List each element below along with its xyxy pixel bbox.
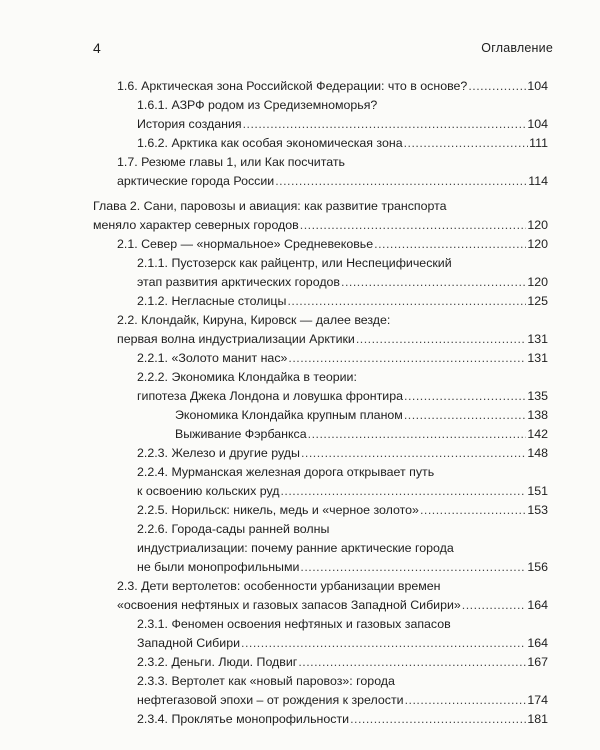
toc-entry-2-2-2[interactable] <box>137 368 548 406</box>
toc-entry-title-text: этап развития арктических городов <box>137 275 341 289</box>
toc-entry-final-line <box>137 292 548 311</box>
dot-leader <box>404 406 526 425</box>
toc-page-number: 114 <box>528 174 548 188</box>
toc-entry-title-text: к освоению кольских руд <box>137 484 280 498</box>
toc-entry-line <box>137 672 548 691</box>
toc-entry-2-1-1[interactable] <box>137 254 548 292</box>
toc-page-number: 120 <box>527 218 548 232</box>
toc-page-number: 135 <box>527 389 548 403</box>
toc-entry-title-text: История создания <box>137 117 242 131</box>
running-header-title: Оглавление <box>481 41 553 55</box>
toc-page-number: 164 <box>527 598 548 612</box>
toc-entry-2-2-1[interactable] <box>137 349 548 368</box>
toc-entry-title-text: «освоения нефтяных и газовых запасов Западной Сибири» <box>117 598 461 612</box>
toc-entry-fairbanks[interactable] <box>175 425 548 444</box>
toc-page-number: 131 <box>527 351 548 365</box>
dot-leader <box>468 77 526 96</box>
toc-entry-title-text: 2.1. Север — «нормальное» Средневековье <box>117 237 374 251</box>
toc-entry-title-text: 1.6.2. Арктика как особая экономическая зона <box>137 136 403 150</box>
toc-entry-1-6-2[interactable] <box>137 134 548 153</box>
dot-leader <box>404 134 529 153</box>
dot-leader <box>241 634 526 653</box>
toc-page-number: 156 <box>527 560 548 574</box>
toc-entry-title-text: 1.7. Резюме главы 1, или Как посчитать <box>117 155 346 169</box>
dot-leader <box>420 501 526 520</box>
dot-leader <box>300 216 527 235</box>
toc-entry-2-3-3[interactable] <box>137 672 548 710</box>
toc-entry-final-line <box>137 501 548 520</box>
toc-page-number: 104 <box>527 117 548 131</box>
toc-entry-title-text: Выживание Фэрбанкса <box>175 427 307 441</box>
toc-entry-title-text: 1.6.1. АЗРФ родом из Средиземноморья? <box>137 98 378 112</box>
toc-page-number: 131 <box>527 332 548 346</box>
dot-leader <box>341 273 526 292</box>
toc-entry-final-line <box>117 77 548 96</box>
toc-page-number: 153 <box>527 503 548 517</box>
toc-entry-line <box>117 311 548 330</box>
page-number: 4 <box>93 40 101 56</box>
toc-entry-1-6-1[interactable] <box>137 96 548 134</box>
toc-entry-2-3-1[interactable] <box>137 615 548 653</box>
dot-leader <box>374 235 526 254</box>
toc-page-number: 151 <box>527 484 548 498</box>
toc-entry-line <box>93 197 548 216</box>
dot-leader <box>288 349 526 368</box>
toc-entry-final-line <box>137 273 548 292</box>
toc-entry-line <box>137 254 548 273</box>
toc-entry-1-6[interactable] <box>117 77 548 96</box>
toc-entry-title-text: не были монопрофильными <box>137 560 300 574</box>
dot-leader <box>462 596 527 615</box>
dot-leader <box>404 387 526 406</box>
dot-leader <box>243 115 527 134</box>
toc-page-number: 138 <box>527 408 548 422</box>
toc-entry-klondike-closeup[interactable] <box>175 406 548 425</box>
toc-entry-title-text: 2.2.4. Мурманская железная дорога открывает путь <box>137 465 435 479</box>
toc-entry-2-2[interactable] <box>117 311 548 349</box>
toc-entry-final-line <box>175 425 548 444</box>
toc-entry-final-line <box>137 134 548 153</box>
dot-leader <box>308 425 527 444</box>
toc-page-number: 148 <box>527 446 548 460</box>
dot-leader <box>356 330 526 349</box>
toc-entry-1-7[interactable] <box>117 153 548 191</box>
toc-entry-final-line <box>175 406 548 425</box>
toc-entry-final-line <box>117 235 548 254</box>
toc-entry-title-text: 2.2.5. Норильск: никель, медь и «черное золото» <box>137 503 419 517</box>
toc-entry-title-text: гипотеза Джека Лондона и ловушка фронтира <box>137 389 403 403</box>
toc-entry-2-2-5[interactable] <box>137 501 548 520</box>
toc-entry-final-line <box>117 596 548 615</box>
toc-page-number: 125 <box>527 294 548 308</box>
toc-entry-line <box>117 153 548 172</box>
toc-entry-final-line <box>137 482 548 501</box>
toc-entry-2-3-4[interactable] <box>137 710 548 729</box>
toc-page-number: 167 <box>527 655 548 669</box>
toc-entry-2-2-3[interactable] <box>137 444 548 463</box>
toc-page-number: 104 <box>527 79 548 93</box>
toc-entry-title-text: Западной Сибири <box>137 636 241 650</box>
toc-entry-final-line <box>137 558 548 577</box>
toc-page-number: 174 <box>527 693 548 707</box>
toc-entry-final-line <box>137 691 548 710</box>
dot-leader <box>405 691 527 710</box>
toc-entry-title-text: 1.6. Арктическая зона Российской Федерации: что в основе? <box>117 79 468 93</box>
toc-entry-2-2-6[interactable] <box>137 520 548 577</box>
toc-page-number: 111 <box>529 136 548 150</box>
toc-entry-title-text: 2.3. Дети вертолетов: особенности урбанизации времен <box>117 579 441 593</box>
toc-entry-title-text: индустриализации: почему ранние арктические города <box>137 541 454 555</box>
toc-entry-title-text: Глава 2. Сани, паровозы и авиация: как развитие транспорта <box>93 199 447 213</box>
dot-leader <box>300 558 526 577</box>
toc-entry-2-1[interactable] <box>117 235 548 254</box>
toc-entry-final-line <box>137 444 548 463</box>
toc-entry-final-line <box>137 710 548 729</box>
toc-entry-title-text: меняло характер северных городов <box>93 218 299 232</box>
toc-entry-title-text: 2.3.3. Вертолет как «новый паровоз»: города <box>137 674 395 688</box>
toc-page-number: 164 <box>527 636 548 650</box>
toc-page-number: 181 <box>527 712 548 726</box>
toc-entry-final-line <box>137 634 548 653</box>
toc-entry-final-line <box>137 349 548 368</box>
dot-leader <box>350 710 526 729</box>
toc-entry-line <box>137 615 548 634</box>
toc-entry-2-3[interactable] <box>117 577 548 615</box>
toc-entry-final-line <box>137 115 548 134</box>
toc-entry-final-line <box>117 330 548 349</box>
toc-entry-title-text: 2.2. Клондайк, Кируна, Кировск — далее везде: <box>117 313 391 327</box>
toc-entry-title-text: 2.2.3. Железо и другие руды <box>137 446 300 460</box>
toc-entry-title-text: Экономика Клондайка крупным планом <box>175 408 403 422</box>
toc-entry-line <box>137 463 548 482</box>
toc-entry-final-line <box>93 216 548 235</box>
toc-entry-final-line <box>117 172 548 191</box>
toc-entry-line <box>137 520 548 539</box>
toc-entry-title-text: 2.3.2. Деньги. Люди. Подвиг <box>137 655 298 669</box>
toc-entry-title-text: 2.1.1. Пустозерск как райцентр, или Неспецифический <box>137 256 452 270</box>
toc-page-number: 120 <box>527 237 548 251</box>
toc-entry-line <box>117 577 548 596</box>
toc-page-number: 120 <box>527 275 548 289</box>
toc-entry-title-text: 2.2.1. «Золото манит нас» <box>137 351 288 365</box>
dot-leader <box>298 653 526 672</box>
toc-entry-title-text: нефтегазовой эпохи – от рождения к зрелости <box>137 693 404 707</box>
toc-entry-title-text: 2.1.2. Негласные столицы <box>137 294 287 308</box>
dot-leader <box>275 172 527 191</box>
toc-entry-line <box>137 96 548 115</box>
toc-entry-title-text: 2.3.1. Феномен освоения нефтяных и газовых запасов <box>137 617 451 631</box>
toc-entry-title-text: первая волна индустриализации Арктики <box>117 332 355 346</box>
toc-entry-final-line <box>137 387 548 406</box>
toc-entry-title-text: 2.2.2. Экономика Клондайка в теории: <box>137 370 357 384</box>
dot-leader <box>280 482 526 501</box>
toc-entry-chapter-2[interactable] <box>93 197 548 235</box>
toc-entry-line <box>137 368 548 387</box>
toc-entry-2-1-2[interactable] <box>137 292 548 311</box>
toc-page-number: 142 <box>527 427 548 441</box>
toc-entry-final-line <box>137 653 548 672</box>
toc-entry-title-text: 2.3.4. Проклятье монопрофильности <box>137 712 350 726</box>
toc-entry-title-text: 2.2.6. Города-сады ранней волны <box>137 522 330 536</box>
toc-entry-line <box>137 539 548 558</box>
toc-entry-2-2-4[interactable] <box>137 463 548 501</box>
dot-leader <box>287 292 526 311</box>
dot-leader <box>301 444 526 463</box>
toc-entry-title-text: арктические города России <box>117 174 275 188</box>
toc-entry-2-3-2[interactable] <box>137 653 548 672</box>
